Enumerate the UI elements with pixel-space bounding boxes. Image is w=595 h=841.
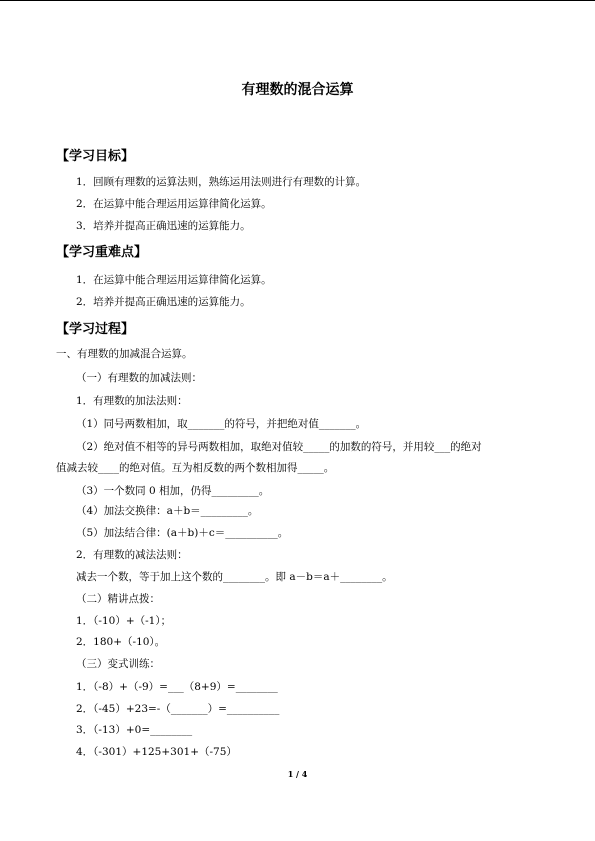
key-point-item: 1．在运算中能合理运用运算律简化运算。 (76, 274, 272, 286)
process-line: （2）绝对值不相等的异号两数相加，取绝对值较_____的加数的符号，并用较___的绝对 (76, 441, 482, 453)
page-title: 有理数的混合运算 (241, 82, 354, 98)
process-line: 一、有理数的加减混合运算。 (56, 348, 193, 360)
section-heading-process: 【学习过程】 (56, 322, 135, 337)
process-line: 1．（-8）+（-9）=___（8+9）=________ (76, 681, 278, 693)
process-line: 1．（-10）+（-1）； (76, 615, 172, 627)
key-point-item: 2．培养并提高正确迅速的运算能力。 (76, 296, 251, 308)
process-line: （4）加法交换律：a＋b＝_________。 (76, 505, 259, 517)
page-number: 1 / 4 (287, 769, 308, 779)
process-line: 3．（-13）+0=________ (76, 724, 193, 736)
process-line: （一）有理数的加减法则： (76, 372, 202, 384)
process-line: 2．（-45）+23=-（_______）=__________ (76, 703, 280, 715)
process-line: 4．（-301）+125+301+（-75） (76, 746, 237, 758)
goal-item: 1．回顾有理数的运算法则，熟练运用法则进行有理数的计算。 (76, 176, 367, 188)
process-line: （5）加法结合律：(a＋b)＋c＝__________。 (76, 527, 289, 539)
process-line: 值减去较____的绝对值。互为相反数的两个数相加得_____。 (56, 462, 335, 474)
process-line: （二）精讲点拨： (76, 593, 160, 605)
process-line: 2．有理数的减法法则： (76, 549, 188, 561)
goal-item: 3．培养并提高正确迅速的运算能力。 (76, 220, 251, 232)
process-line: 减去一个数，等于加上这个数的________。即 a－b＝a＋________。 (76, 571, 393, 583)
process-line: 2．180+（-10）。 (76, 636, 166, 648)
process-line: （3）一个数同 0 相加，仍得_________。 (76, 485, 270, 497)
process-line: （1）同号两数相加，取_______的符号，并把绝对值_______。 (76, 418, 367, 430)
section-heading-key-points: 【学习重难点】 (56, 245, 148, 260)
process-line: 1．有理数的加法法则： (76, 395, 188, 407)
goal-item: 2．在运算中能合理运用运算律简化运算。 (76, 198, 272, 210)
section-heading-goals: 【学习目标】 (56, 149, 135, 164)
process-line: （三）变式训练： (76, 658, 160, 670)
